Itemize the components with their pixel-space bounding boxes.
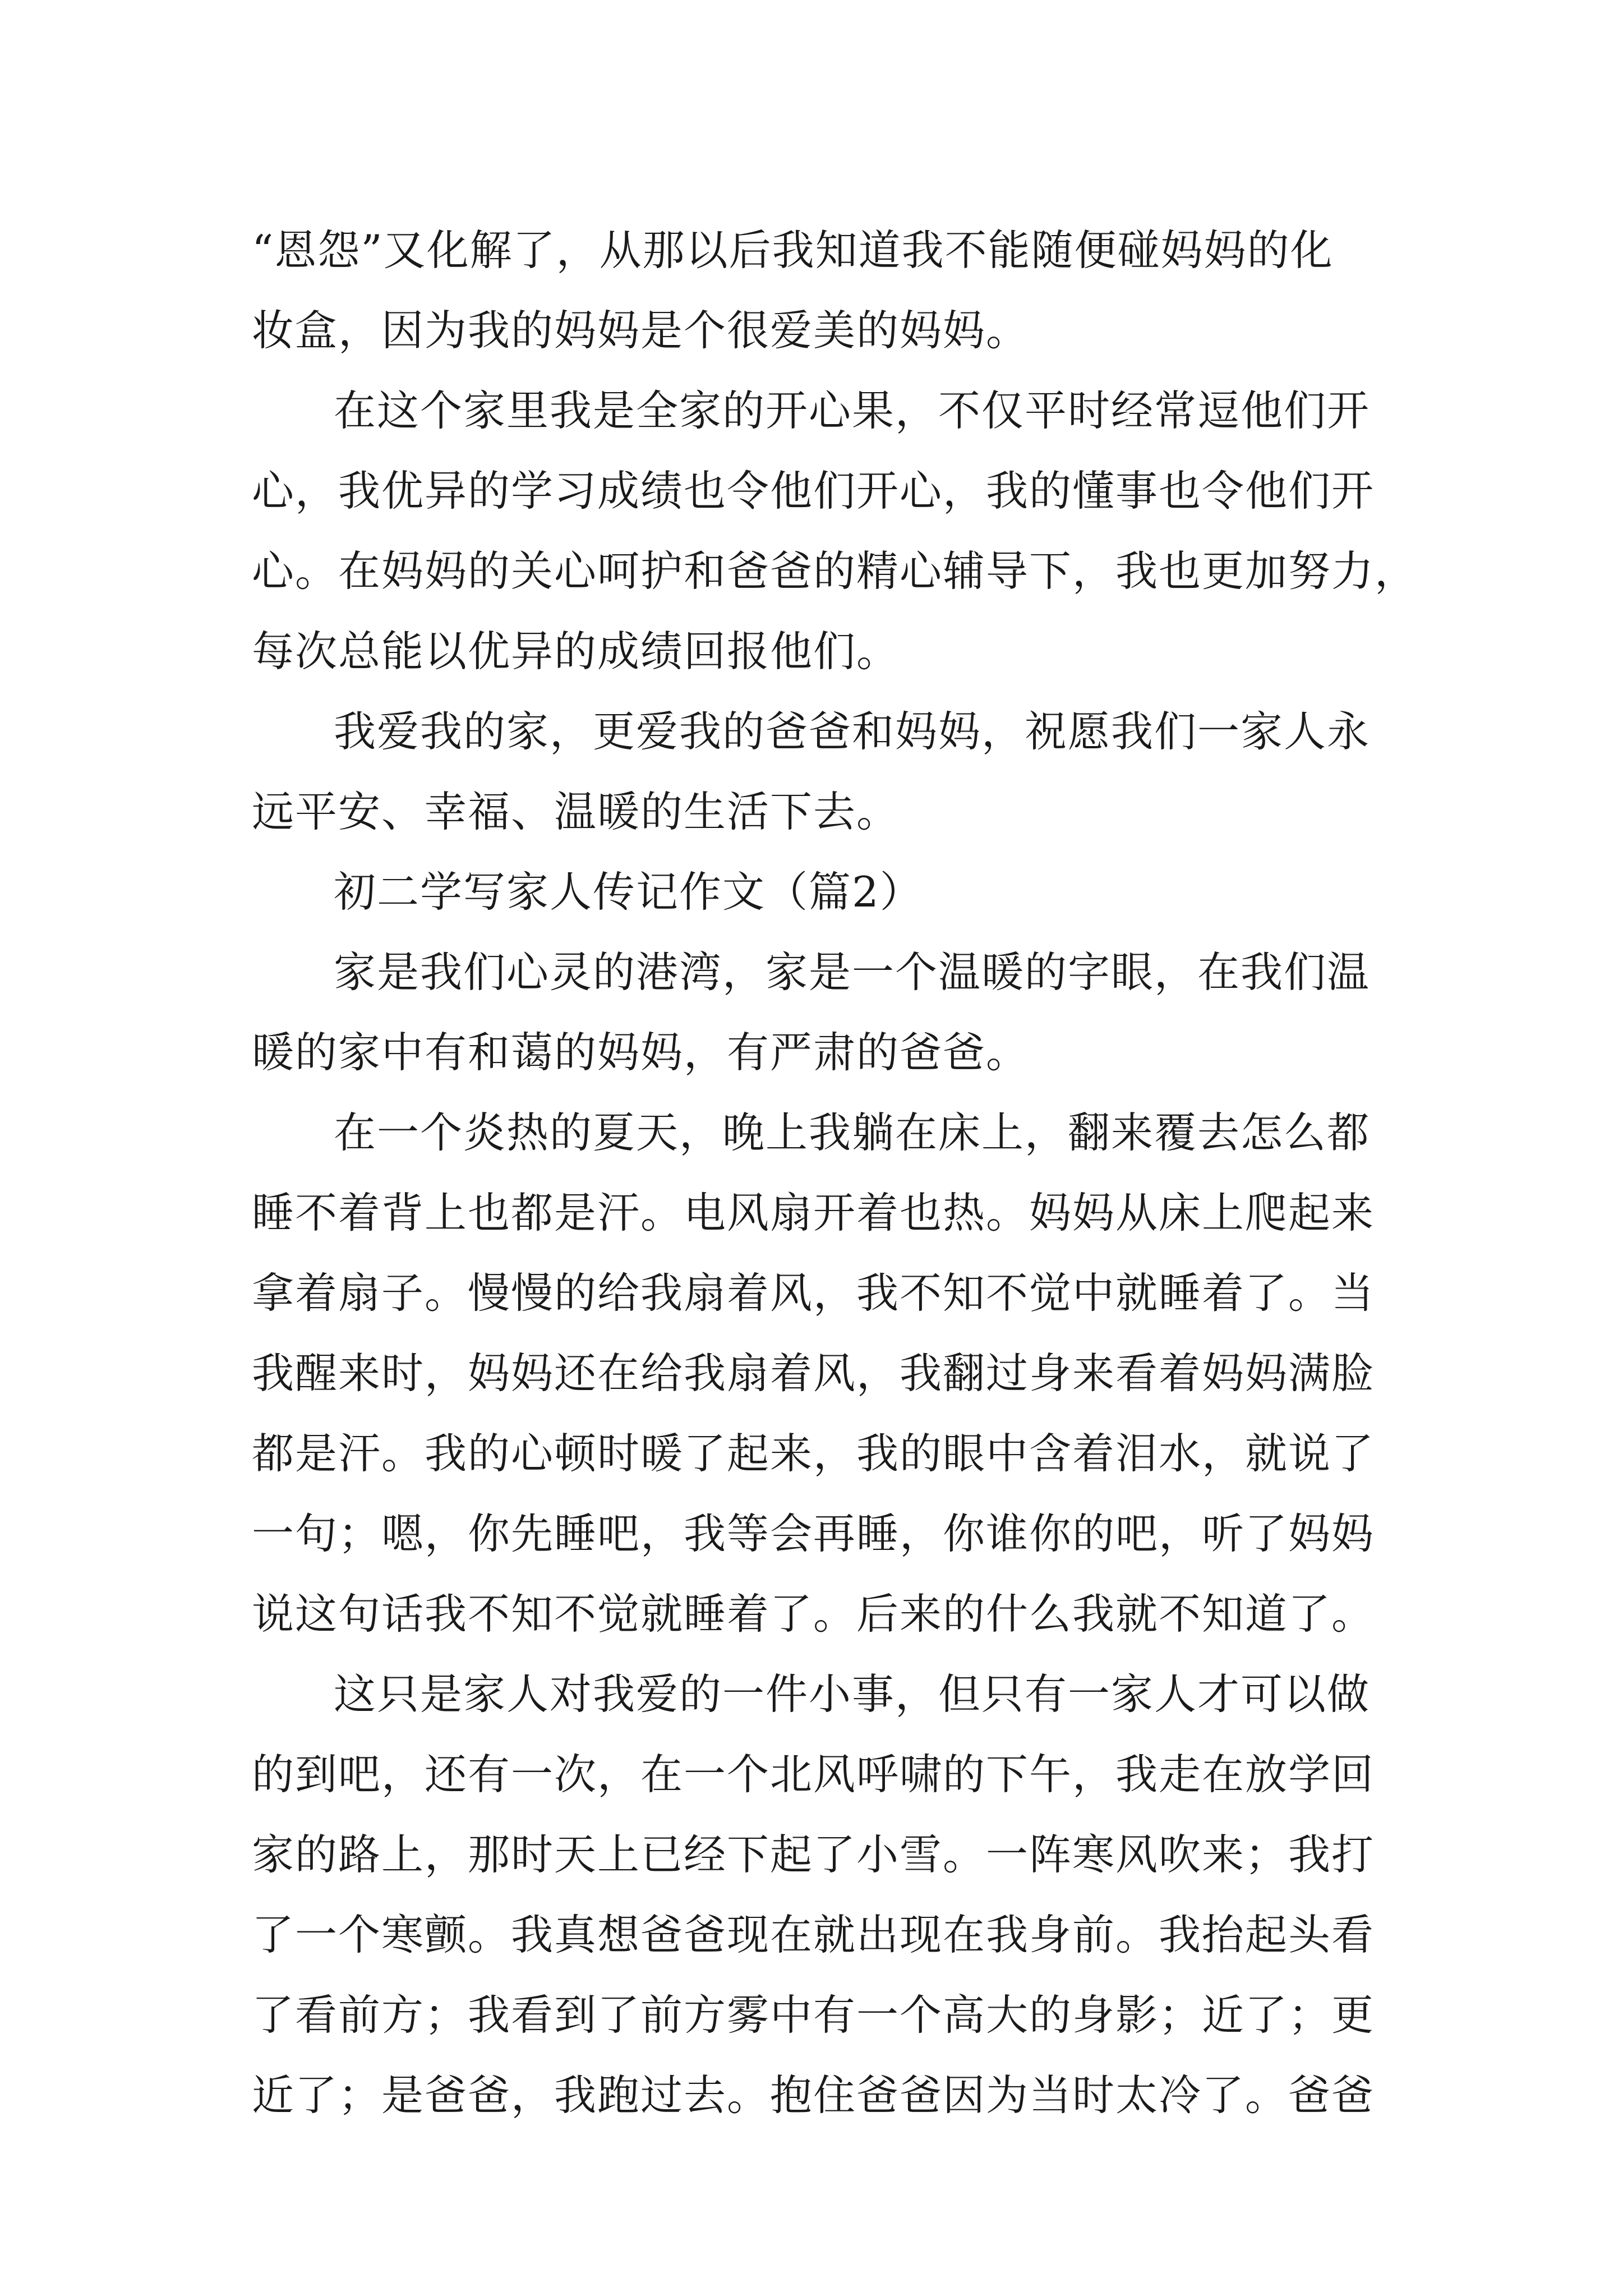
- text-line: 暖的家中有和蔼的妈妈，有严肃的爸爸。: [252, 1028, 1030, 1077]
- paragraph: [252, 1093, 1401, 1654]
- text-line: 远平安、幸福、温暖的生活下去。: [252, 787, 900, 836]
- text-line: 我爱我的家，更爱我的爸爸和妈妈，祝愿我们一家人永: [334, 707, 1371, 756]
- paragraph: [252, 932, 1401, 1093]
- text-line: 心。在妈妈的关心呵护和爸爸的精心辅导下，我也更加努力，: [252, 546, 1418, 596]
- text-line: 说这句话我不知不觉就睡着了。后来的什么我就不知道了。: [252, 1589, 1375, 1639]
- text-line: 一句；嗯，你先睡吧，我等会再睡，你谁你的吧，听了妈妈: [252, 1509, 1375, 1558]
- text-line: 心，我优异的学习成绩也令他们开心，我的懂事也令他们开: [252, 466, 1375, 516]
- paragraph: [252, 371, 1418, 692]
- text-line: 了看前方；我看到了前方雾中有一个高大的身影；近了；更: [252, 1990, 1375, 2040]
- text-line: “恩怨”又化解了，从那以后我知道我不能随便碰妈妈的化: [252, 226, 1334, 275]
- text-line: 妆盒，因为我的妈妈是个很爱美的妈妈。: [252, 306, 1030, 355]
- text-line: 在这个家里我是全家的开心果，不仅平时经常逗他们开: [334, 386, 1371, 435]
- text-line: 这只是家人对我爱的一件小事，但只有一家人才可以做: [334, 1669, 1371, 1719]
- text-line: 睡不着背上也都是汗。电风扇开着也热。妈妈从床上爬起来: [252, 1188, 1375, 1237]
- text-line: 了一个寒颤。我真想爸爸现在就出现在我身前。我抬起头看: [252, 1910, 1375, 1959]
- text-line: 拿着扇子。慢慢的给我扇着风，我不知不觉中就睡着了。当: [252, 1268, 1375, 1318]
- text-line: 都是汗。我的心顿时暖了起来，我的眼中含着泪水，就说了: [252, 1429, 1375, 1478]
- text-line: 家的路上，那时天上已经下起了小雪。一阵寒风吹来；我打: [252, 1830, 1375, 1879]
- text-line: 初二学写家人传记作文（篇2）: [334, 867, 923, 917]
- text-line: 家是我们心灵的港湾，家是一个温暖的字眼，在我们温: [334, 947, 1371, 997]
- text-line: 我醒来时，妈妈还在给我扇着风，我翻过身来看着妈妈满脸: [252, 1349, 1375, 1398]
- body-text: [252, 210, 1418, 2136]
- text-line: 近了；是爸爸，我跑过去。抱住爸爸因为当时太冷了。爸爸: [252, 2070, 1375, 2120]
- text-line: 每次总能以优异的成绩回报他们。: [252, 627, 900, 676]
- paragraph: [252, 1654, 1401, 2136]
- paragraph: [252, 210, 1401, 371]
- text-line: 在一个炎热的夏天，晚上我躺在床上，翻来覆去怎么都: [334, 1108, 1371, 1157]
- section-heading: [252, 852, 1401, 932]
- paragraph: [252, 692, 1401, 852]
- text-line: 的到吧，还有一次，在一个北风呼啸的下午，我走在放学回: [252, 1750, 1375, 1799]
